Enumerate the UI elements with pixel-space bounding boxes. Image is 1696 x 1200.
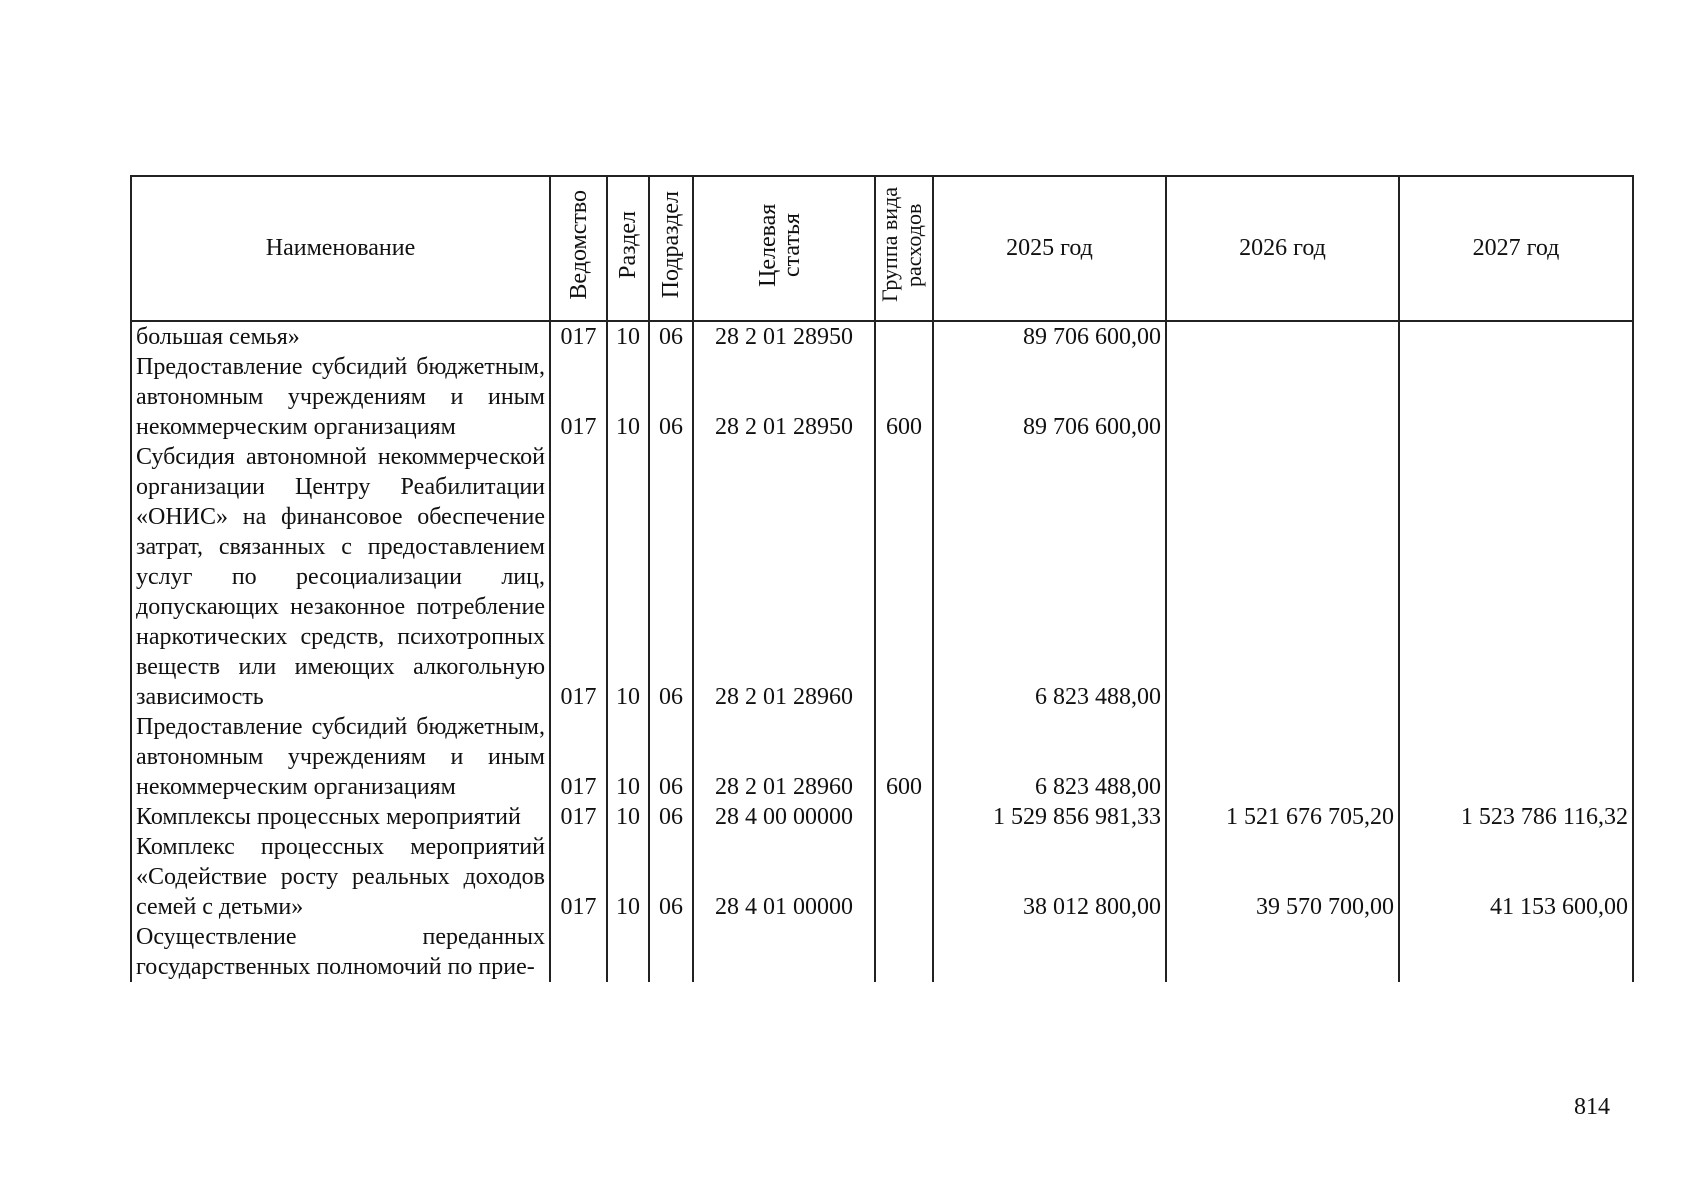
row-vid-rashodov <box>875 321 933 352</box>
row-podrazdel: 06 <box>649 321 693 352</box>
header-gruppa-vida-rashodov: Группа вида расходов <box>875 176 933 321</box>
row-2025: 38 012 800,00 <box>933 832 1166 922</box>
row-vid-rashodov <box>875 832 933 922</box>
header-razdel: Раздел <box>607 176 649 321</box>
row-2025: 89 706 600,00 <box>933 321 1166 352</box>
row-celevaya-statya: 28 4 01 00000 <box>693 832 875 922</box>
row-vid-rashodov: 600 <box>875 712 933 802</box>
table-row <box>131 321 1633 352</box>
row-celevaya-statya <box>693 922 875 982</box>
header-celevaya-statya: Целевая статья <box>693 176 875 321</box>
row-2026 <box>1166 712 1399 802</box>
row-vedomstvo: 017 <box>550 321 607 352</box>
header-2026: 2026 год <box>1166 176 1399 321</box>
header-vedomstvo: Ведомство <box>550 176 607 321</box>
row-podrazdel: 06 <box>649 442 693 712</box>
row-celevaya-statya: 28 2 01 28960 <box>693 442 875 712</box>
row-2027 <box>1399 712 1633 802</box>
row-vedomstvo: 017 <box>550 352 607 442</box>
row-2025: 89 706 600,00 <box>933 352 1166 442</box>
row-2027 <box>1399 352 1633 442</box>
row-2026 <box>1166 442 1399 712</box>
row-name: Предоставление субсидий бюджетным, автономным учреждениям и иным некоммерческим организациям <box>131 712 550 802</box>
row-razdel: 10 <box>607 712 649 802</box>
row-razdel: 10 <box>607 802 649 832</box>
row-vedomstvo: 017 <box>550 802 607 832</box>
budget-table <box>130 175 1634 982</box>
page-number: 814 <box>1574 1094 1610 1120</box>
row-podrazdel: 06 <box>649 802 693 832</box>
table-header-row <box>131 176 1633 321</box>
table-row <box>131 352 1633 442</box>
row-vedomstvo: 017 <box>550 832 607 922</box>
row-2026 <box>1166 321 1399 352</box>
row-podrazdel: 06 <box>649 352 693 442</box>
row-razdel <box>607 922 649 982</box>
table-row <box>131 832 1633 922</box>
row-2026 <box>1166 352 1399 442</box>
row-vedomstvo: 017 <box>550 442 607 712</box>
row-vid-rashodov <box>875 802 933 832</box>
row-name: Комплекс процессных мероприятий «Содействие росту реальных доходов семей с детьми» <box>131 832 550 922</box>
row-vid-rashodov: 600 <box>875 352 933 442</box>
header-podrazdel: Подраздел <box>649 176 693 321</box>
row-vedomstvo <box>550 922 607 982</box>
header-name: Наименование <box>131 176 550 321</box>
row-podrazdel: 06 <box>649 712 693 802</box>
row-vid-rashodov <box>875 442 933 712</box>
row-2027: 1 523 786 116,32 <box>1399 802 1633 832</box>
header-2027: 2027 год <box>1399 176 1633 321</box>
table-row <box>131 712 1633 802</box>
row-razdel: 10 <box>607 442 649 712</box>
row-vedomstvo: 017 <box>550 712 607 802</box>
row-2025: 1 529 856 981,33 <box>933 802 1166 832</box>
row-2026: 39 570 700,00 <box>1166 832 1399 922</box>
row-celevaya-statya: 28 2 01 28950 <box>693 321 875 352</box>
row-vid-rashodov <box>875 922 933 982</box>
row-2027: 41 153 600,00 <box>1399 832 1633 922</box>
row-celevaya-statya: 28 4 00 00000 <box>693 802 875 832</box>
row-razdel: 10 <box>607 352 649 442</box>
row-2026 <box>1166 922 1399 982</box>
row-podrazdel <box>649 922 693 982</box>
row-name: Субсидия автономной некоммерческой организации Центру Реабилитации «ОНИС» на финансовое обеспечение затрат, связанных с предоставлением услуг по ресоциализации лиц, допускающих незаконное потребление наркотических средств, психотропных веществ или имеющих алкогольную зависимость <box>131 442 550 712</box>
row-2027 <box>1399 922 1633 982</box>
row-razdel: 10 <box>607 832 649 922</box>
row-celevaya-statya: 28 2 01 28950 <box>693 352 875 442</box>
row-name: Осуществление переданных государственных полномочий по прие- <box>131 922 550 982</box>
row-2026: 1 521 676 705,20 <box>1166 802 1399 832</box>
row-2025: 6 823 488,00 <box>933 442 1166 712</box>
row-2027 <box>1399 442 1633 712</box>
row-2027 <box>1399 321 1633 352</box>
row-2025 <box>933 922 1166 982</box>
row-podrazdel: 06 <box>649 832 693 922</box>
table-row <box>131 922 1633 982</box>
row-razdel: 10 <box>607 321 649 352</box>
header-2025: 2025 год <box>933 176 1166 321</box>
row-celevaya-statya: 28 2 01 28960 <box>693 712 875 802</box>
row-name: большая семья» <box>131 321 550 352</box>
row-name: Комплексы процессных мероприятий <box>131 802 550 832</box>
row-name: Предоставление субсидий бюджетным, автономным учреждениям и иным некоммерческим организациям <box>131 352 550 442</box>
table-row <box>131 802 1633 832</box>
table-row <box>131 442 1633 712</box>
row-2025: 6 823 488,00 <box>933 712 1166 802</box>
